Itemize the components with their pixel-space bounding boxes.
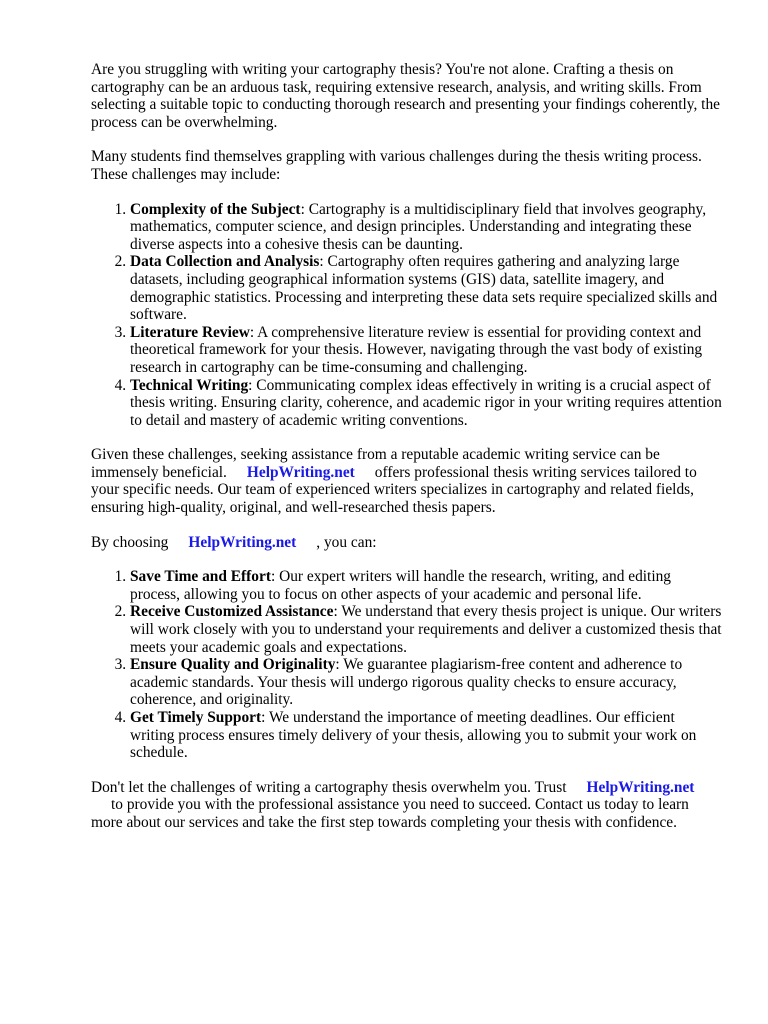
list-item-separator: : [319,253,324,271]
list-item-term: Get Timely Support [130,709,262,726]
list-item-separator: : [270,568,276,586]
list-item-term: Technical Writing [130,376,249,394]
list-item-separator: : [261,709,266,726]
list-item [130,253,723,323]
list-item-term: Data Collection and Analysis [130,253,320,271]
list-item [130,603,723,656]
list-item-separator: : [333,603,338,621]
list-item-separator: : [300,200,305,218]
list-item-text: We guarantee plagiarism-free content and adherence to academic standards. Your thesis will undergo rigorous quality checks to ensure accuracy, coherence, and originality. [130,656,683,709]
list-item-separator: : [335,656,340,674]
choosing-text-after: , you can: [316,533,377,551]
closing-text-after: to provide you with the professional assistance you need to succeed. Contact us today to learn more about our services and take the first step towards completing your thesis with confidence. [91,796,689,831]
closing-text-before: Don't let the challenges of writing a cartography thesis overwhelm you. Trust [91,778,567,796]
list-item-separator: : [248,376,253,394]
helpwriting-link[interactable]: HelpWriting.net [586,778,695,796]
list-item [130,656,723,709]
choosing-text-before: By choosing [91,533,169,551]
list-item [130,377,723,430]
list-item [130,324,723,377]
list-item-term: Save Time and Effort [130,568,271,586]
list-item-text: Our expert writers will handle the research, writing, and editing process, allowing you to focus on other aspects of your academic and personal life. [130,568,671,603]
helpwriting-link[interactable]: HelpWriting.net [188,533,297,551]
document-page [91,61,723,849]
challenges-list [91,201,723,430]
list-item [130,568,723,603]
list-item-term: Ensure Quality and Originality [130,656,336,674]
benefits-list [91,568,723,762]
list-item [130,201,723,254]
list-item-text: Communicating complex ideas effectively in writing is a crucial aspect of thesis writing. Ensuring clarity, coherence, and academic rigor in your writing requires attention to detail and mastery of academic writing conventions. [130,376,722,429]
list-item-term: Literature Review [130,323,250,341]
list-item-separator: : [249,323,255,341]
list-item-text: Cartography is a multidisciplinary field that involves geography, mathematics, computer science, and design principles. Understanding and integrating these diverse aspects into a cohesive thesis can be daunting. [130,200,707,253]
service-text-after: offers professional thesis writing services tailored to your specific needs. Our team of experienced writers specializes in cartography and related fields, ensuring high-quality, original, and well-researched thesis papers. [91,463,697,517]
list-item-text: We understand the importance of meeting deadlines. Our efficient writing process ensures timely delivery of your thesis, allowing you to submit your work on schedule. [130,709,697,762]
list-item-term: Complexity of the Subject [130,200,301,218]
list-item-text: A comprehensive literature review is essential for providing context and theoretical framework for your thesis. However, navigating through the vast body of existing research in cartography can be time-consuming and challenging. [130,323,703,376]
challenges-intro-paragraph: Many students find themselves grappling with various challenges during the thesis writing process. These challenges may include: [91,148,702,183]
list-item-text: We understand that every thesis project is unique. Our writers will work closely with you to understand your requirements and deliver a customized thesis that meets your academic goals and expectations. [130,603,722,656]
intro-paragraph: Are you struggling with writing your cartography thesis? You're not alone. Crafting a thesis on cartography can be an arduous task, requiring extensive research, analysis, and writing skills. From selecting a suitable topic to conducting thorough research and presenting your findings coherently, the process can be overwhelming. [91,61,720,131]
service-paragraph [91,446,723,516]
service-text-before: Given these challenges, seeking assistance from a reputable academic writing service can be immensely beneficial. [91,446,660,481]
closing-paragraph [91,779,723,832]
helpwriting-link[interactable]: HelpWriting.net [246,463,355,481]
choosing-paragraph [91,534,723,552]
list-item [130,709,723,762]
list-item-text: Cartography often requires gathering and analyzing large datasets, including geographical information systems (GIS) data, satellite imagery, and demographic statistics. Processing and interpreting these data sets require specialized skills and software. [130,253,718,324]
list-item-term: Receive Customized Assistance [130,603,334,621]
